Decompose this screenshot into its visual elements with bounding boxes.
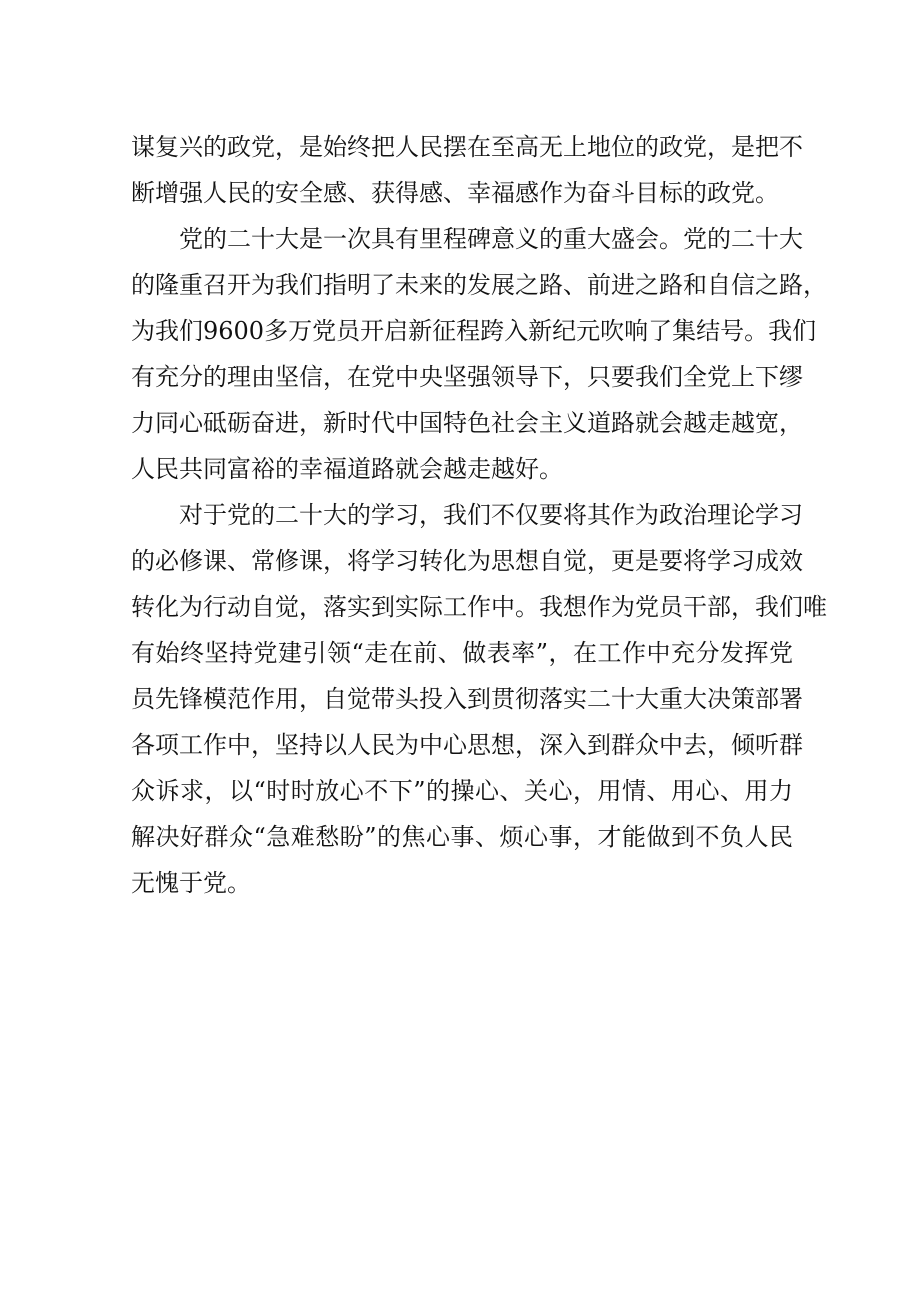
paragraph-2-line-6: 人民共同富裕的幸福道路就会越走越好。 [131, 455, 563, 483]
paragraph-2-line-4: 有充分的理由坚信，在党中央坚强领导下，只要我们全党上下缪 [131, 363, 803, 391]
paragraph-3-line-2: 的必修课、常修课，将学习转化为思想自觉，更是要将学习成效 [131, 547, 803, 575]
paragraph-3-line-6: 各项工作中，坚持以人民为中心思想，深入到群众中去，倾听群 [131, 731, 803, 759]
paragraph-2-line-5: 力同心砥砺奋进，新时代中国特色社会主义道路就会越走越宽， [131, 409, 803, 437]
body-text [131, 124, 827, 906]
paragraph-3-line-1: 对于党的二十大的学习，我们不仅要将其作为政治理论学习 [179, 501, 803, 529]
paragraph-3-line-3: 转化为行动自觉，落实到实际工作中。我想作为党员干部，我们唯 [131, 593, 827, 621]
paragraph-2-line-1: 党的二十大是一次具有里程碑意义的重大盛会。党的二十大 [179, 225, 803, 253]
paragraph-1-line-2: 断增强人民的安全感、获得感、幸福感作为奋斗目标的政党。 [131, 179, 779, 207]
paragraph-2-line-3: 为我们9600多万党员开启新征程跨入新纪元吹响了集结号。我们 [131, 317, 817, 345]
paragraph-3-line-7: 众诉求，以“时时放心不下”的操心、关心，用情、用心、用力 [131, 777, 793, 805]
paragraph-3-line-4: 有始终坚持党建引领“走在前、做表率”，在工作中充分发挥党 [131, 639, 793, 667]
paragraph-2-line-2: 的隆重召开为我们指明了未来的发展之路、前进之路和自信之路， [131, 271, 827, 299]
paragraph-3-line-5: 员先锋模范作用，自觉带头投入到贯彻落实二十大重大决策部署 [131, 685, 803, 713]
paragraph-3-line-9: 无愧于党。 [131, 869, 251, 897]
paragraph-1-line-1: 谋复兴的政党，是始终把人民摆在至高无上地位的政党，是把不 [131, 133, 803, 161]
paragraph-3-line-8: 解决好群众“急难愁盼”的焦心事、烦心事，才能做到不负人民 [131, 823, 793, 851]
